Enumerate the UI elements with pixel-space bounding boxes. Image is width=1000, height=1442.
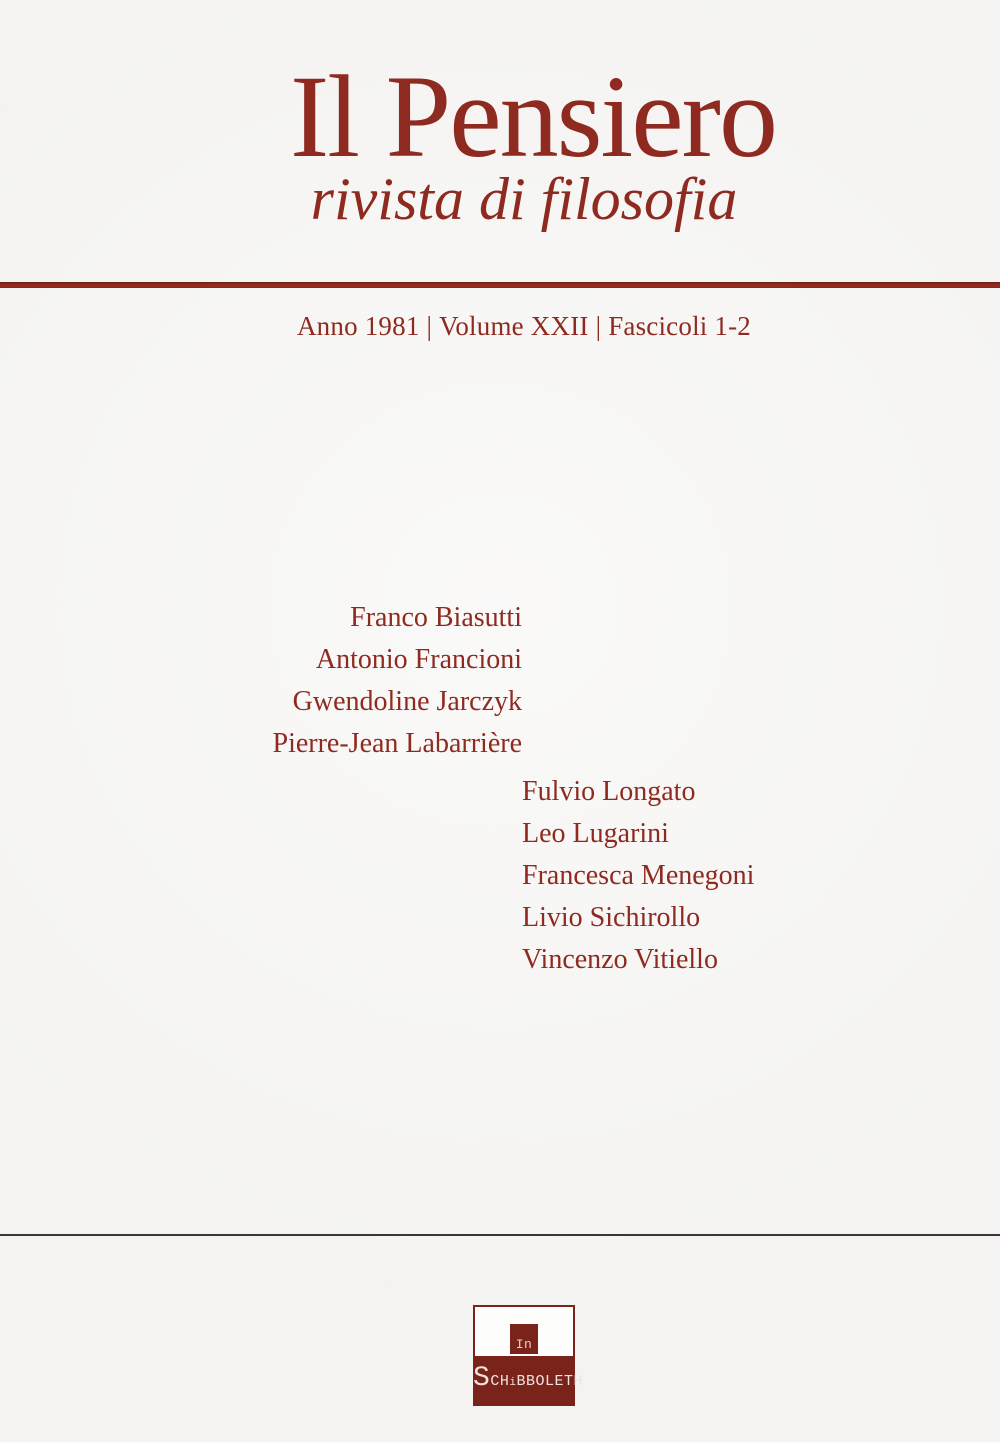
author-name: Livio Sichirollo	[522, 902, 701, 933]
red-rule-divider	[0, 282, 1000, 288]
issue-fascicoli: Fascicoli 1-2	[608, 311, 752, 341]
publisher-logo-mark-text: In	[515, 1337, 533, 1352]
issue-separator: |	[426, 311, 433, 341]
authors-list	[0, 597, 1000, 981]
publisher-name-small-i: i	[509, 1377, 517, 1389]
journal-title: Il Pensiero	[290, 51, 776, 182]
authors-group-right	[0, 597, 522, 765]
author-name: Gwendoline Jarczyk	[292, 686, 522, 717]
issue-line	[48, 311, 1000, 342]
publisher-name-part1: CH	[490, 1373, 510, 1390]
journal-subtitle: rivista di filosofia	[310, 166, 738, 232]
publisher-name-initial: S	[473, 1363, 491, 1394]
author-name: Pierre-Jean Labarrière	[272, 728, 522, 759]
issue-separator: |	[595, 311, 602, 341]
thin-rule-divider	[0, 1234, 1000, 1236]
publisher-logo-mark-square	[510, 1324, 538, 1354]
issue-volume: Volume XXII	[439, 311, 589, 341]
author-name: Leo Lugarini	[522, 818, 669, 849]
author-name: Fulvio Longato	[522, 776, 696, 807]
author-name: Francesca Menegoni	[522, 860, 755, 891]
publisher-logo-name-band	[473, 1356, 583, 1406]
author-name: Franco Biasutti	[350, 602, 522, 633]
issue-anno: Anno 1981	[296, 311, 420, 341]
publisher-logo	[473, 1305, 583, 1406]
author-name: Antonio Francioni	[315, 644, 522, 675]
author-name: Vincenzo Vitiello	[522, 944, 718, 975]
publisher-name-part2: BBOLETH	[516, 1373, 583, 1390]
authors-group-left	[522, 771, 1000, 981]
